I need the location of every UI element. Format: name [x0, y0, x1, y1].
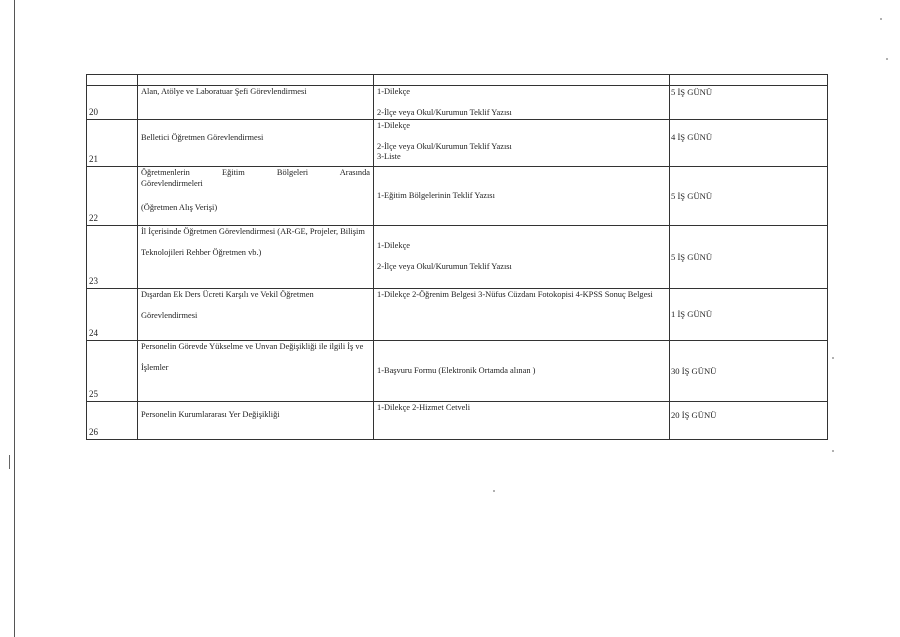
- row-number: 21: [87, 120, 138, 167]
- document-line: 1-Dilekçe 2-Öğrenim Belgesi 3-Nüfus Cüzdanı Fotokopisi 4-KPSS Sonuç Belgesi: [377, 290, 653, 299]
- service-name-line: Görevlendirmeleri: [141, 178, 203, 188]
- document-line: 1-Eğitim Bölgelerinin Teklif Yazısı: [377, 190, 495, 200]
- table-row: [87, 120, 828, 167]
- table-row: [87, 226, 828, 289]
- service-name-line: Personelin Kurumlararası Yer Değişikliği: [141, 410, 280, 419]
- scan-speck: [886, 58, 888, 60]
- table-row: [87, 402, 828, 440]
- document-line: 2-İlçe veya Okul/Kurumun Teklif Yazısı: [377, 141, 512, 151]
- table-row: [87, 86, 828, 120]
- scan-speck: [832, 357, 834, 359]
- service-name-line: Öğretmenlerin Eğitim Bölgeleri Arasında: [141, 168, 370, 177]
- service-name-line: (Öğretmen Alış Verişi): [141, 203, 218, 212]
- page-left-edge: [14, 0, 15, 637]
- document-line: 2-İlçe veya Okul/Kurumun Teklif Yazısı: [377, 107, 512, 117]
- service-name-line: Dışardan Ek Ders Ücreti Karşılı ve Vekil Öğretmen: [141, 290, 314, 299]
- completion-time: 4 İŞ GÜNÜ: [670, 120, 828, 167]
- required-documents: [374, 402, 670, 440]
- completion-time: 30 İŞ GÜNÜ: [670, 341, 828, 402]
- service-name: [138, 167, 374, 226]
- table-row: [87, 289, 828, 341]
- service-name: [138, 402, 374, 440]
- header-cell-time: [670, 75, 828, 86]
- service-standards-table: [86, 74, 828, 440]
- required-documents: [374, 120, 670, 167]
- header-cell-no: [87, 75, 138, 86]
- completion-time: 20 İŞ GÜNÜ: [670, 402, 828, 440]
- service-name: [138, 341, 374, 402]
- document-line: 1-Dilekçe: [377, 87, 411, 96]
- table-row: [87, 341, 828, 402]
- page-edge-mark: [9, 455, 10, 469]
- table-header-row: [87, 75, 828, 86]
- document-line: 3-Liste: [377, 152, 401, 161]
- row-number: 22: [87, 167, 138, 226]
- row-number: 25: [87, 341, 138, 402]
- service-name-line: İl İçerisinde Öğretmen Görevlendirmesi (AR-GE, Projeler, Bilişim: [141, 227, 365, 236]
- service-name: [138, 120, 374, 167]
- service-name-line: Teknolojileri Rehber Öğretmen vb.): [141, 247, 262, 257]
- document-line: 1-Dilekçe: [377, 121, 411, 130]
- completion-time: 1 İŞ GÜNÜ: [670, 289, 828, 341]
- row-number: 24: [87, 289, 138, 341]
- scan-speck: [880, 18, 882, 20]
- service-name-line: Alan, Atölye ve Laboratuar Şefi Görevlendirmesi: [141, 87, 307, 96]
- scan-speck: [493, 490, 495, 492]
- required-documents: [374, 341, 670, 402]
- row-number: 23: [87, 226, 138, 289]
- service-name: [138, 289, 374, 341]
- service-name-line: İşlemler: [141, 362, 169, 372]
- completion-time: 5 İŞ GÜNÜ: [670, 86, 828, 120]
- completion-time: 5 İŞ GÜNÜ: [670, 167, 828, 226]
- service-name: [138, 86, 374, 120]
- service-name-line: Görevlendirmesi: [141, 310, 198, 320]
- service-name: [138, 226, 374, 289]
- required-documents: [374, 289, 670, 341]
- document-line: 1-Dilekçe: [377, 241, 411, 250]
- document-line: 2-İlçe veya Okul/Kurumun Teklif Yazısı: [377, 261, 512, 271]
- document-line: 1-Başvuru Formu (Elektronik Ortamda alınan ): [377, 365, 536, 375]
- row-number: 26: [87, 402, 138, 440]
- required-documents: [374, 86, 670, 120]
- service-name-line: Belletici Öğretmen Görevlendirmesi: [141, 132, 264, 142]
- row-number: 20: [87, 86, 138, 120]
- service-name-line: Personelin Görevde Yükselme ve Unvan Değişikliği ile ilgili İş ve: [141, 342, 364, 351]
- completion-time: 5 İŞ GÜNÜ: [670, 226, 828, 289]
- scan-speck: [832, 450, 834, 452]
- table-row: [87, 167, 828, 226]
- required-documents: [374, 167, 670, 226]
- document-line: 1-Dilekçe 2-Hizmet Cetveli: [377, 403, 471, 412]
- header-cell-name: [138, 75, 374, 86]
- header-cell-docs: [374, 75, 670, 86]
- required-documents: [374, 226, 670, 289]
